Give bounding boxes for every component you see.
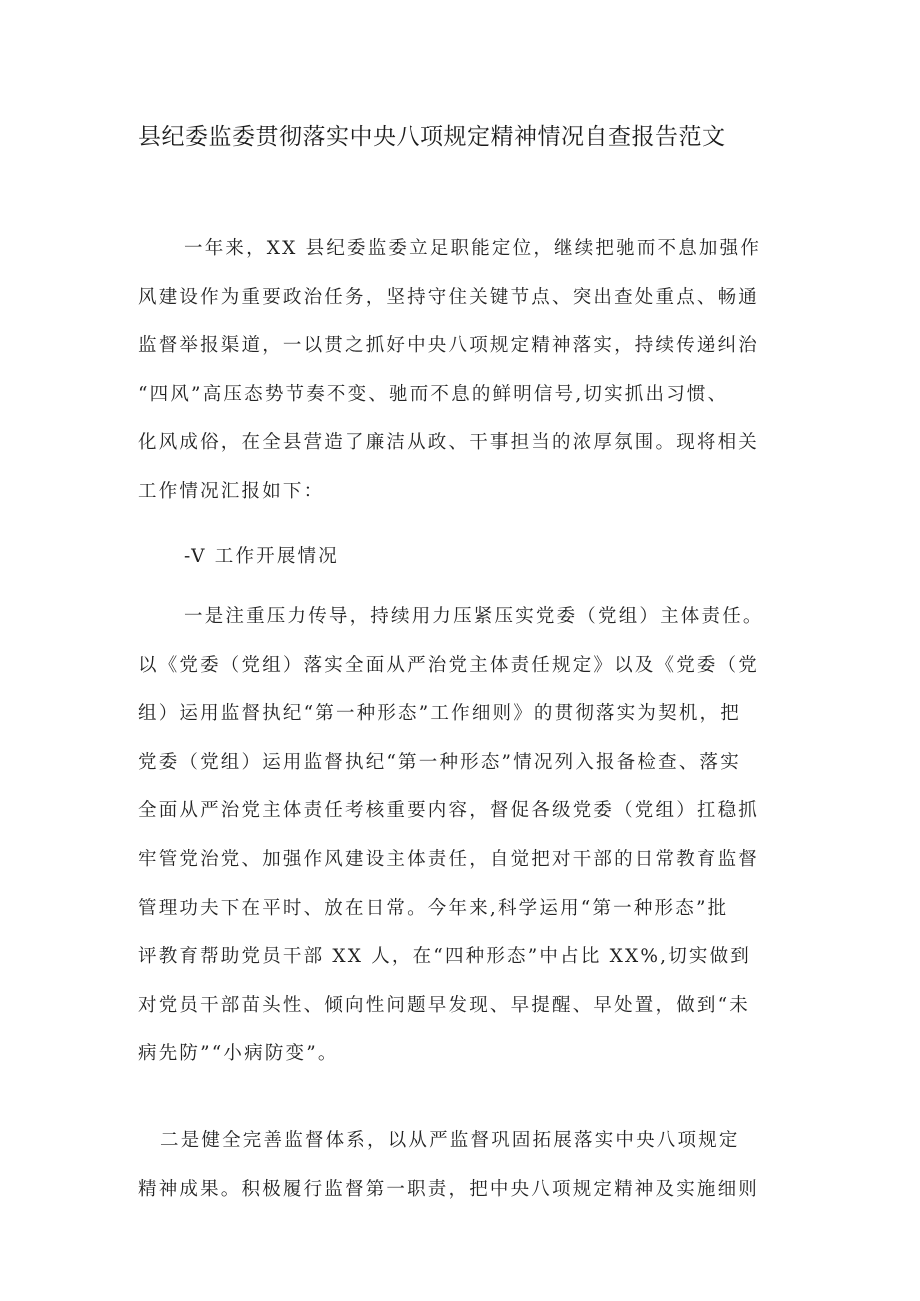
paragraph-2 (138, 1117, 798, 1214)
section-heading-text: -V 工作开展情况 (184, 546, 339, 567)
paragraph-line: 组）运用监督执纪“第一种形态”工作细则》的贯彻落实为契机，把 (138, 703, 741, 725)
paragraph-line: 牢管党治党、加强作风建设主体责任，自觉把对干部的日常教育监督 (138, 848, 760, 870)
paragraph-line: 化风成俗，在全县营造了廉洁从政、干事担当的浓厚氛围。现将相关 (138, 432, 760, 454)
paragraph-line: 风建设作为重要政治任务，坚持守住关键节点、突出查处重点、畅通 (138, 286, 760, 308)
paragraph-line: 工作情况汇报如下： (138, 480, 325, 502)
paragraph-line: 精神成果。积极履行监督第一职责，把中央八项规定精神及实施细则 (138, 1178, 760, 1200)
document-title: 县纪委监委贯彻落实中央八项规定精神情况自查报告范文 (138, 124, 726, 150)
paragraph-line: 对党员干部苗头性、倾向性问题早发现、早提醒、早处置，做到“未 (138, 994, 750, 1016)
intro-paragraph (138, 225, 798, 517)
paragraph-line: 以《党委（党组）落实全面从严治党主体责任规定》以及《党委（党 (138, 654, 760, 676)
paragraph-line: 一是注重压力传导，持续用力压紧压实党委（党组）主体责任。 (184, 606, 764, 627)
paragraph-line: 监督举报渠道，一以贯之抓好中央八项规定精神落实，持续传递纠治 (138, 335, 760, 357)
section-heading (138, 533, 798, 582)
paragraph-line: 党委（党组）运用监督执纪“第一种形态”情况列入报备检查、落实 (138, 751, 741, 773)
paragraph-line: 管理功夫下在平时、放在日常。今年来,科学运用“第一种形态”批 (138, 897, 729, 919)
paragraph-1 (138, 593, 798, 1079)
paragraph-line: 一年来，XX 县纪委监委立足职能定位，继续把驰而不息加强作 (184, 238, 762, 259)
paragraph-line: 病先防”“小病防变”。 (138, 1043, 339, 1065)
paragraph-line: “四风”高压态势节奏不变、驰而不息的鲜明信号,切实抓出习惯、 (138, 383, 729, 405)
paragraph-line: 二是健全完善监督体系，以从严监督巩固拓展落实中央八项规定 (160, 1130, 740, 1151)
paragraph-line: 全面从严治党主体责任考核重要内容，督促各级党委（党组）扛稳抓 (138, 800, 760, 822)
paragraph-line: 评教育帮助党员干部 XX 人，在“四种形态”中占比 XX%,切实做到 (138, 946, 752, 968)
